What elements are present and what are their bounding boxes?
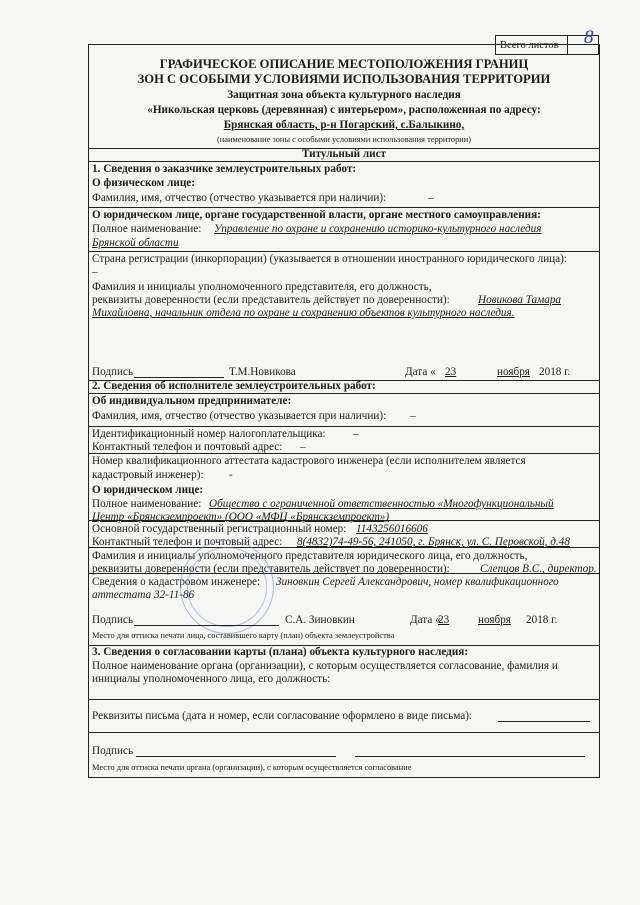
sheets-label: Всего листов	[500, 40, 559, 51]
approval-org-label-2: инициалы уполномоченного лица, его должность:	[92, 673, 331, 685]
contractor-date-day: 23	[438, 614, 450, 626]
customer-legal-heading: О юридическом лице, органе государственной власти, органе местного самоуправления:	[92, 209, 541, 221]
contractor-contact2-label: Контактный телефон и почтовый адрес:	[92, 536, 283, 548]
customer-sign-name: Т.М.Новикова	[229, 366, 296, 378]
rule-qual	[89, 453, 599, 454]
contractor-contact-label: Контактный телефон и почтовый адрес:	[92, 441, 283, 453]
contractor-rep-label-2: реквизиты доверенности (если представитель действует по доверенности):	[92, 563, 450, 575]
customer-rep-value-2: Михайловна, начальник отдела по охране и сохранению объектов культурного наследия.	[92, 307, 515, 319]
contractor-ogrn-value: 1143256016606	[356, 523, 428, 535]
customer-rep-value-1: Новикова Тамара	[478, 294, 562, 306]
contractor-heading: 2. Сведения об исполнителе землеустроительных работ:	[92, 380, 376, 392]
customer-country-value: –	[92, 266, 98, 278]
contractor-stamp-inner-ring	[187, 547, 267, 627]
header-line-3: Защитная зона объекта культурного наследия	[227, 89, 461, 101]
rule-country	[89, 251, 599, 252]
contractor-fio-value: –	[410, 410, 416, 422]
approval-stamp-caption: Место для оттиска печати органа (организации), с которым осуществляется согласование	[92, 763, 412, 772]
contractor-date-label: Дата «	[410, 614, 441, 626]
contractor-contact2-value: 8(4832)74-49-56, 241050, г. Брянск, ул. С. Перовской, д.48	[297, 536, 570, 548]
contractor-inn-label: Идентификационный номер налогоплательщика:	[92, 428, 326, 440]
customer-date-year: 2018 г.	[539, 366, 571, 378]
sheets-value: 8	[584, 27, 594, 48]
contractor-inn-value: –	[353, 428, 359, 440]
approval-sign-line	[136, 756, 336, 757]
approval-sign-label: Подпись	[92, 745, 134, 757]
contractor-full-name-value-2: Центр «Брянскземпроект» (ООО «МФЦ «Брянскземпроект»)	[92, 511, 390, 523]
header-line-5: Брянская область, р-н Погарский, с.Балыкино,	[223, 119, 465, 131]
rule-customer-legal	[89, 207, 599, 208]
rule-letter	[89, 699, 599, 700]
title-sheet-heading: Титульный лист	[301, 148, 387, 160]
contractor-qual-label-2: кадастровый инженер):	[92, 469, 204, 481]
header-caption: (наименование зоны с особыми условиями использования территории)	[216, 135, 472, 144]
contractor-date-month: ноября	[478, 614, 511, 626]
contractor-engineer-value-1: Зиновкин Сергей Александрович, номер квалификационного	[276, 576, 559, 588]
contractor-stamp-caption: Место для оттиска печати лица, составившего карту (план) объекта землеустройства	[92, 631, 395, 640]
customer-full-name-value-1: Управление по охране и сохранению историко-культурного наследия	[214, 223, 542, 235]
contractor-fio-label: Фамилия, имя, отчество (отчество указывается при наличии):	[92, 410, 387, 422]
header-line-4: «Никольская церковь (деревянная) с интерьером», расположенная по адресу:	[147, 104, 541, 116]
approval-letter-line	[498, 721, 590, 722]
rule-ip	[89, 393, 599, 394]
contractor-full-name-value-1: Общество с ограниченной ответственностью «Многофункциональный	[209, 498, 554, 510]
rule-inn	[89, 426, 599, 427]
customer-heading: 1. Сведения о заказчике землеустроительных работ:	[92, 163, 357, 175]
customer-individual-heading: О физическом лице:	[92, 177, 195, 189]
rule-signature	[89, 732, 599, 733]
contractor-sign-name: С.А. Зиновкин	[285, 614, 355, 626]
contractor-rep-label-1: Фамилия и инициалы уполномоченного представителя юридического лица, его должность,	[92, 550, 528, 562]
contractor-date-year: 2018 г.	[526, 614, 558, 626]
customer-sign-line	[134, 377, 224, 378]
rule-title-sheet-bottom	[89, 161, 599, 162]
approval-heading: 3. Сведения о согласовании карты (плана) объекта культурного наследия:	[92, 646, 469, 658]
customer-country-label: Страна регистрации (инкорпорации) (указывается в отношении иностранного юридического лица):	[92, 253, 567, 265]
contractor-sign-line	[134, 625, 279, 626]
customer-full-name-value-2: Брянской области	[92, 237, 179, 249]
contractor-engineer-value-2: аттестата 32-11-86	[92, 589, 195, 601]
contractor-qual-label-1: Номер квалификационного аттестата кадастрового инженера (если исполнителем является	[92, 455, 526, 467]
customer-date-day: 23	[445, 366, 457, 378]
approval-org-label-1: Полное наименование органа (организации), с которым осуществляется согласование, фамилия и	[92, 660, 558, 672]
contractor-ip-heading: Об индивидуальном предпринимателе:	[92, 395, 292, 407]
header-line-2: ЗОН С ОСОБЫМИ УСЛОВИЯМИ ИСПОЛЬЗОВАНИЯ ТЕРРИТОРИИ	[137, 72, 551, 86]
contractor-engineer-label: Сведения о кадастровом инженере:	[92, 576, 261, 588]
contractor-legal-heading: О юридическом лице:	[92, 484, 204, 496]
customer-fio-value: –	[428, 192, 434, 204]
approval-name-line	[355, 756, 585, 757]
approval-letter-label: Реквизиты письма (дата и номер, если согласование оформлено в виде письма):	[92, 710, 473, 722]
customer-rep-label-2: реквизиты доверенности (если представитель действует по доверенности):	[92, 294, 450, 306]
customer-fio-label: Фамилия, имя, отчество (отчество указывается при наличии):	[92, 192, 387, 204]
contractor-ogrn-label: Основной государственный регистрационный номер:	[92, 523, 347, 535]
contractor-full-name-label: Полное наименование:	[92, 498, 202, 510]
contractor-contact-value: –	[300, 441, 306, 453]
contractor-rep-value: Слепцов В.С., директор.	[480, 563, 597, 575]
header-line-1: ГРАФИЧЕСКОЕ ОПИСАНИЕ МЕСТОПОЛОЖЕНИЯ ГРАНИЦ	[159, 57, 529, 71]
contractor-qual-value: -	[229, 469, 233, 481]
customer-rep-label-1: Фамилия и инициалы уполномоченного представителя, его должность,	[92, 281, 432, 293]
customer-full-name-label: Полное наименование:	[92, 223, 202, 235]
customer-date-month: ноября	[497, 366, 530, 378]
customer-sign-label: Подпись	[92, 366, 134, 378]
contractor-sign-label: Подпись	[92, 614, 134, 626]
customer-date-label: Дата «	[405, 366, 436, 378]
